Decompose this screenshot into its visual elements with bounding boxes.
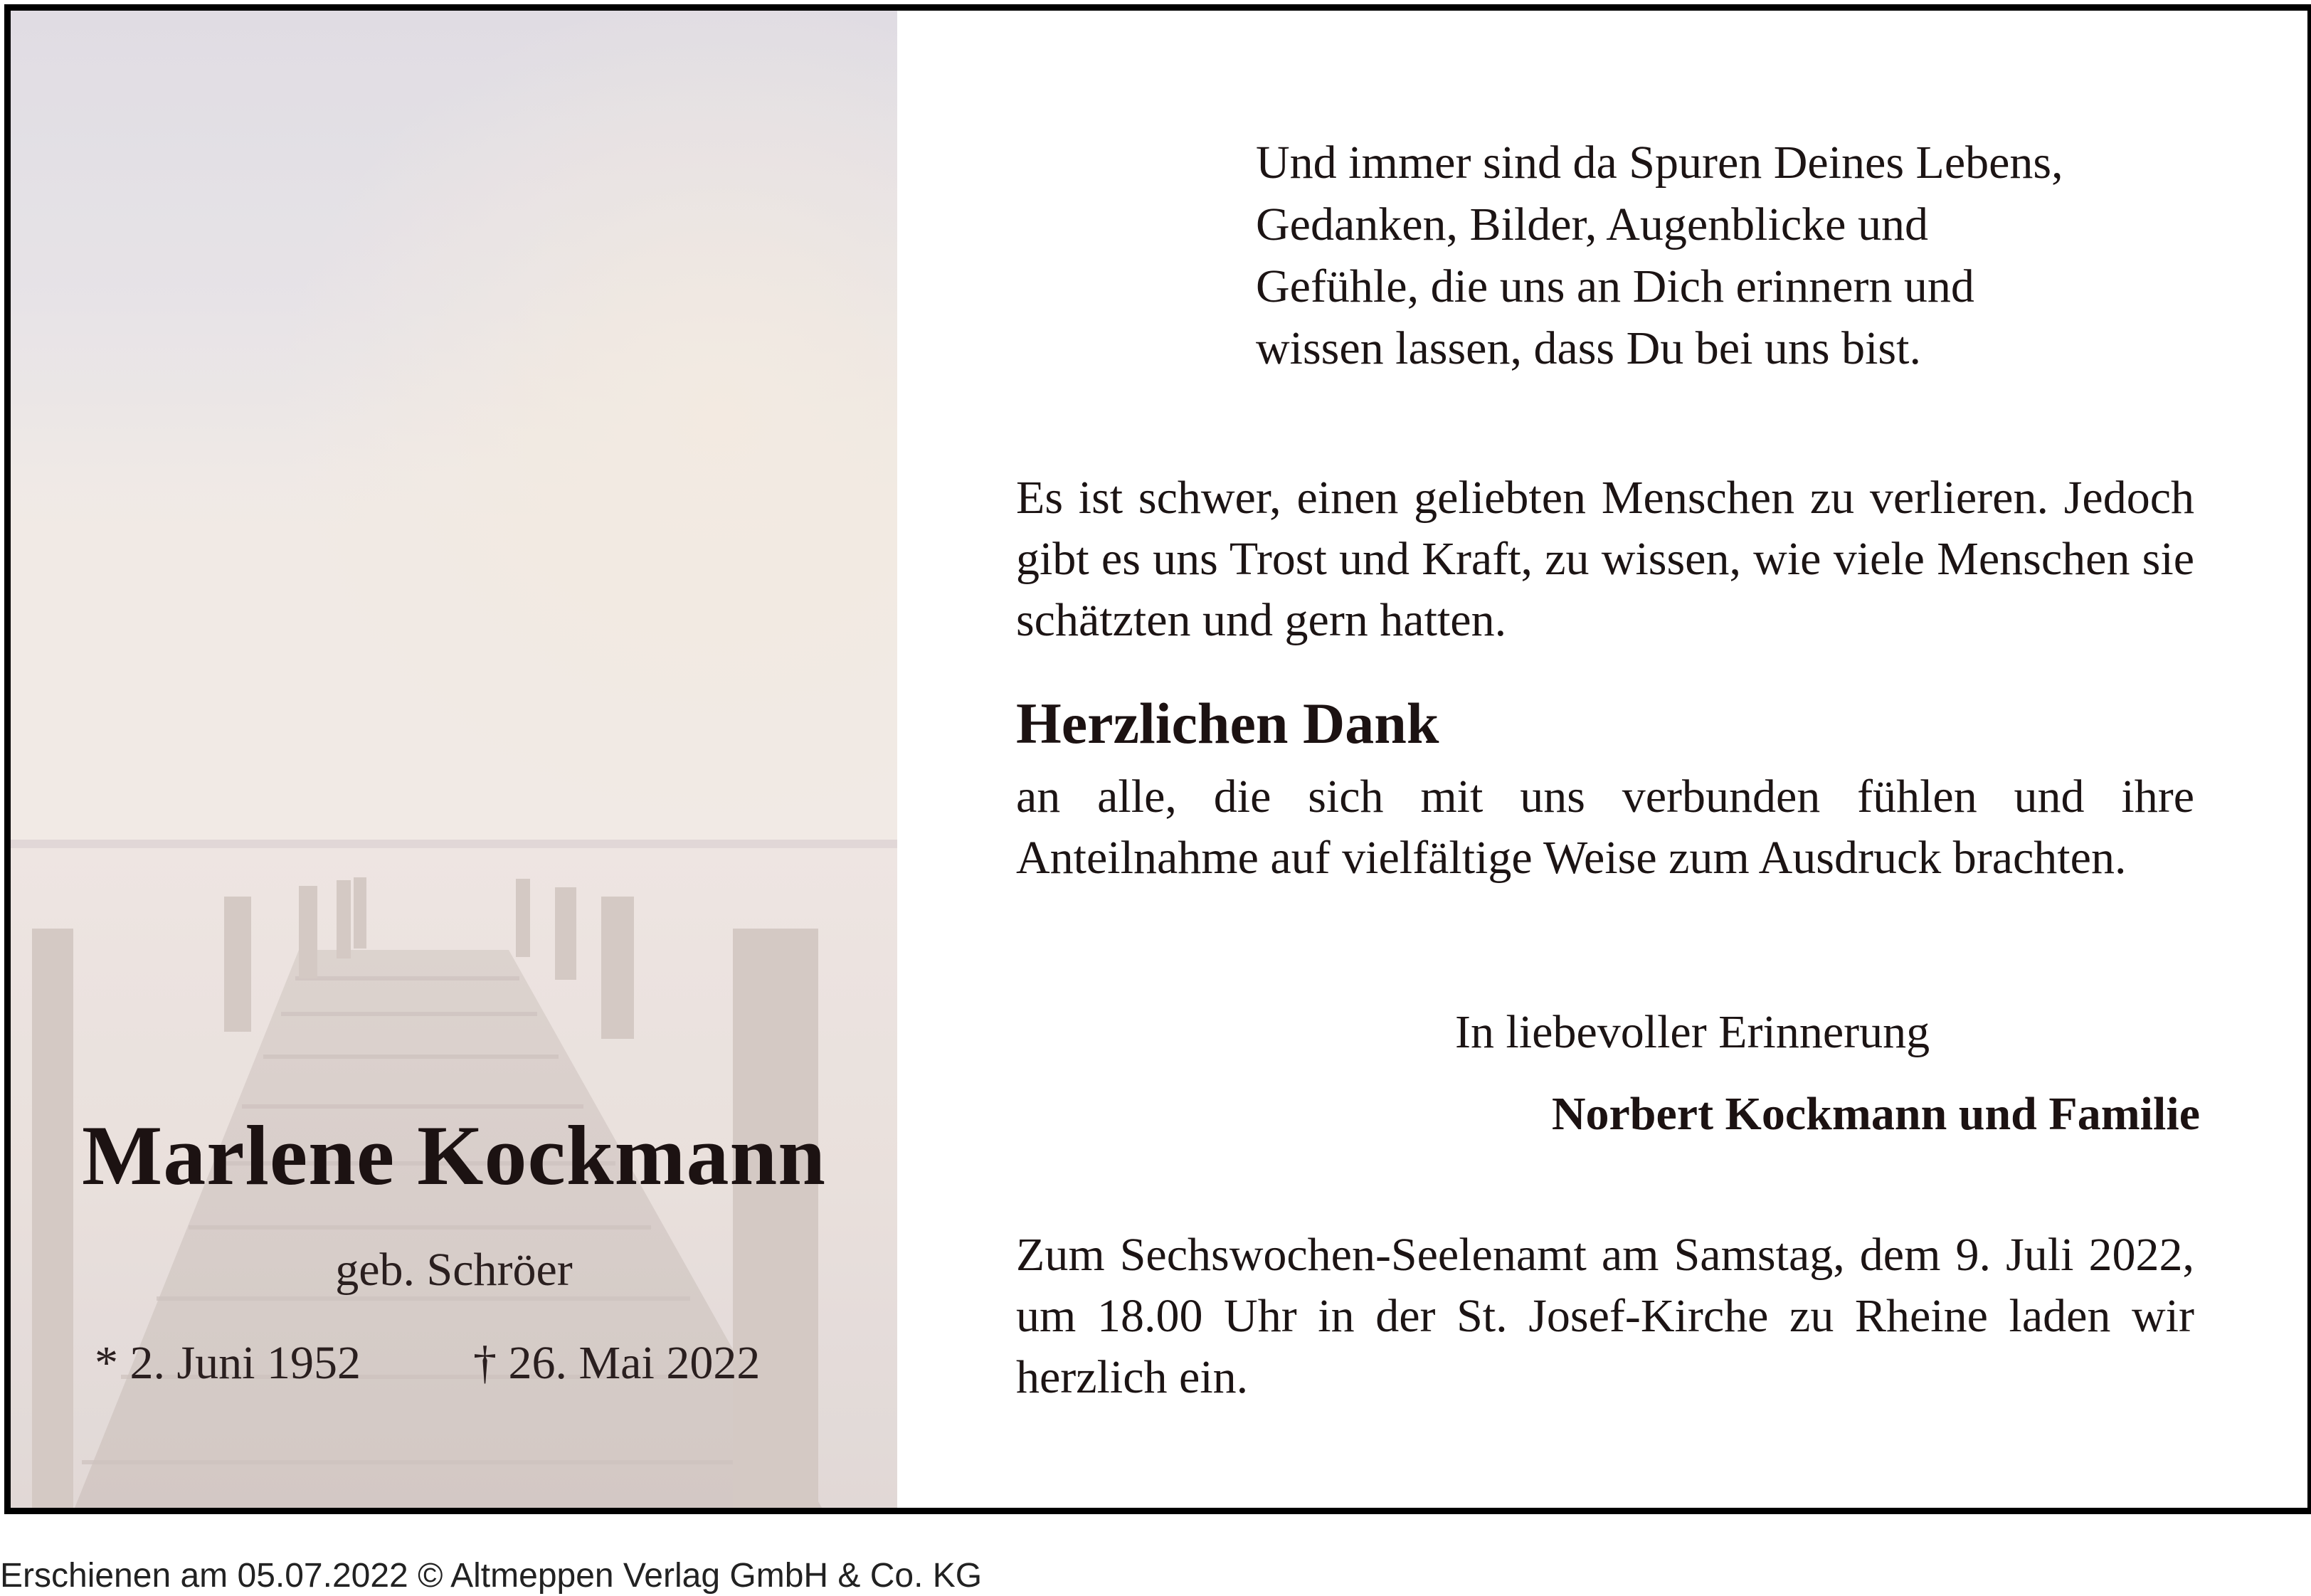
poem-line: wissen lassen, dass Du bei uns bist. [1256,322,1921,374]
birth-date: * 2. Juni 1952 [95,1337,361,1389]
death-date: † 26. Mai 2022 [473,1337,761,1389]
signature: Norbert Kockmann und Familie [1551,1088,2200,1140]
poem-line: Gedanken, Bilder, Augenblicke und [1256,199,1928,250]
thanks-heading: Herzlichen Dank [1016,691,1439,756]
poem-line: Und immer sind da Spuren Deines Lebens, [1256,137,2063,189]
thanks-paragraph: an alle, die sich mit uns verbunden fühlen und ihre Anteilnahme auf vielfältige Weise zum Ausdruck brachten. [1016,771,2194,884]
deceased-name: Marlene Kockmann [82,1108,826,1203]
jetty-photo [11,11,897,1508]
poem-line: Gefühle, die uns an Dich erinnern und [1256,260,1974,312]
obituary-notice [4,4,2311,1514]
maiden-name: geb. Schröer [335,1244,573,1296]
poem [1256,132,2252,379]
memory-line: In liebevoller Erinnerung [1455,1006,1930,1058]
loss-paragraph: Es ist schwer, einen geliebten Menschen zu verlieren. Jedoch gibt es uns Trost und Kraft, zu wissen, wie viele Menschen sie schätzten und gern hatten. [1016,472,2194,646]
service-paragraph: Zum Sechswochen-Seelenamt am Samstag, dem 9. Juli 2022, um 18.00 Uhr in der St. Josef-Kirche zu Rheine laden wir herzlich ein. [1016,1229,2194,1403]
publication-footer: Erschienen am 05.07.2022 © Altmeppen Verlag GmbH & Co. KG [0,1557,983,1595]
